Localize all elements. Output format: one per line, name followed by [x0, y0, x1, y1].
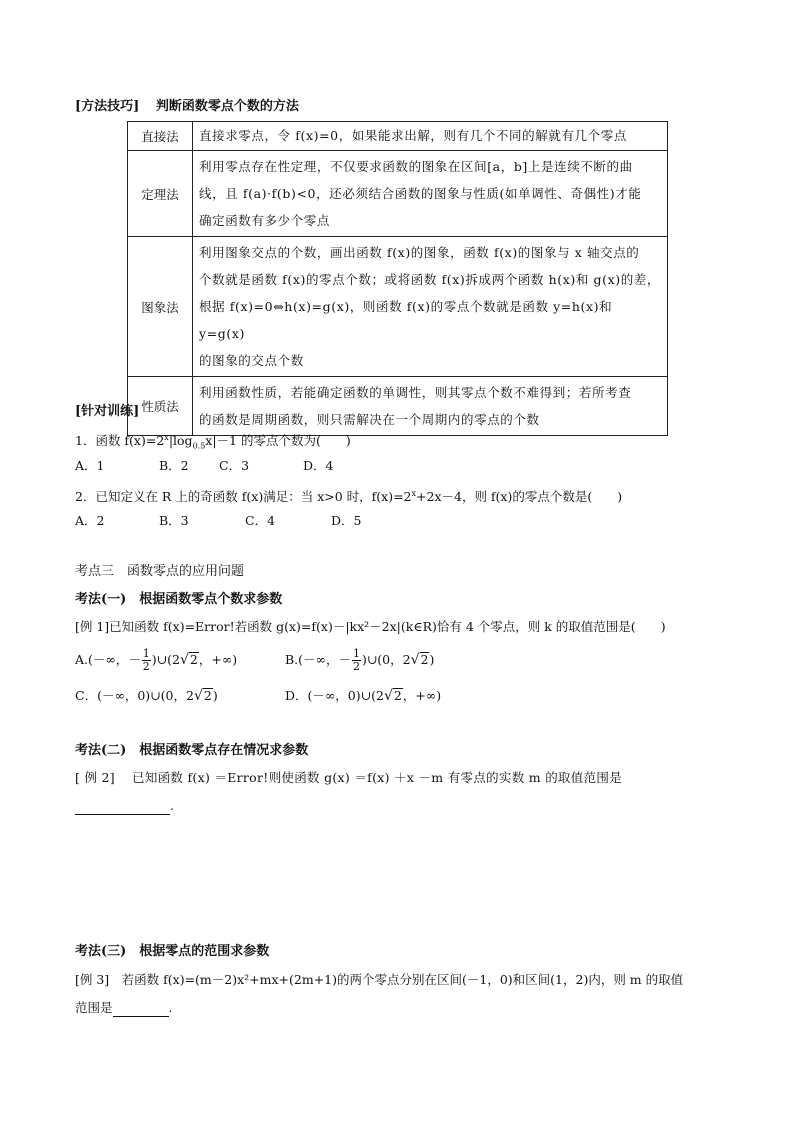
opt-text: A.(－∞，－ [75, 652, 141, 667]
method-name: 图象法 [128, 237, 193, 377]
sqrt-arg: 2 [189, 652, 198, 667]
method-desc-line: 利用零点存在性定理，不仅要求函数的图象在区间[a，b]上是连续不断的曲 [199, 159, 633, 174]
sqrt-icon: √ [193, 688, 203, 704]
method-name: 性质法 [128, 377, 193, 436]
opt-text: )∪(0，2 [361, 652, 411, 667]
q1-option-a[interactable]: A．1 [75, 458, 105, 473]
q1-options [75, 458, 333, 474]
question-2 [75, 486, 622, 505]
q1-option-b[interactable]: B．2 [159, 458, 189, 473]
opt-text: D．(－∞，0)∪(2 [285, 688, 384, 703]
method-desc-line: 线，且 f(a)·f(b)<0，还必须结合函数的图象与性质(如单调性、奇偶性)才能 [199, 186, 642, 201]
example-1: [例 1]已知函数 f(x)=Error!若函数 g(x)=f(x)－|kx²－2x|(k∈R)恰有 4 个零点，则 k 的取值范围是( ) [75, 619, 666, 634]
frac-den: 2 [352, 660, 360, 673]
opt-text: )∪(2 [151, 652, 180, 667]
method-name: 直接法 [128, 122, 193, 151]
method-name: 定理法 [128, 151, 193, 237]
example-1-options-row1 [75, 645, 434, 675]
method-heading [75, 99, 299, 115]
q2-option-b[interactable]: B．3 [159, 513, 189, 528]
ex1-option-d[interactable] [285, 688, 441, 704]
method-desc-line: 的图象的交点个数 [199, 353, 304, 368]
table-row [128, 377, 668, 436]
frac-den: 2 [142, 660, 150, 673]
method-desc [193, 237, 668, 377]
q2-suffix: +2x－4，则 f(x)的零点个数是( ) [416, 489, 623, 505]
method-desc-line: 根据 f(x)=0⇔h(x)=g(x)，则函数 f(x)的零点个数就是函数 y=h(x)和 y=g(x) [199, 299, 613, 341]
opt-text: ，+∞) [198, 652, 238, 667]
method1-heading: 考法(一) 根据函数零点个数求参数 [75, 592, 283, 607]
ex3-line2-text: 范围是 [75, 1000, 113, 1015]
method-desc-line: 直接求零点，令 f(x)=0，如果能求出解，则有几个不同的解就有几个零点 [199, 128, 627, 143]
section-title: 考点三 函数零点的应用问题 [75, 564, 245, 579]
fraction [142, 648, 151, 673]
example-2: [ 例 2] 已知函数 f(x) ＝Error!则使函数 g(x) ＝f(x) ＋x －m 有零点的实数 m 的取值范围是 [75, 770, 623, 785]
method-desc-line: 利用图象交点的个数，画出函数 f(x)的图象，函数 f(x)的图象与 x 轴交点的 [199, 245, 640, 260]
frac-num: 1 [142, 647, 150, 660]
method2-heading: 考法(二) 根据函数零点存在情况求参数 [75, 743, 309, 758]
q1-prefix: 1．函数 f(x)=2 [75, 433, 165, 449]
answer-tail: . [168, 1000, 173, 1015]
q2-text: 2．已知定义在 R 上的奇函数 f(x)满足：当 x>0 时，f(x)=2 [75, 489, 412, 505]
method-tag: [方法技巧] [75, 99, 140, 114]
method3-heading: 考法(三) 根据零点的范围求参数 [75, 944, 270, 959]
q1-sub: 0.5 [192, 441, 206, 451]
opt-text: C．(－∞，0)∪(0，2 [75, 688, 194, 703]
ex1-option-c[interactable] [75, 688, 285, 704]
opt-text: ，+∞) [402, 688, 442, 703]
q2-option-c[interactable]: C．4 [245, 513, 276, 528]
method-desc-line: 的函数是周期函数，则只需解决在一个周期内的零点的个数 [199, 412, 540, 427]
ex1-option-b[interactable] [285, 645, 434, 675]
q2-options [75, 513, 361, 529]
example-2-answer [75, 798, 174, 815]
table-row [128, 151, 668, 237]
answer-blank[interactable] [75, 798, 170, 815]
frac-num: 1 [352, 647, 360, 660]
example-3: [例 3] 若函数 f(x)=(m－2)x²+mx+(2m+1)的两个零点分别在区间(－1，0)和区间(1，2)内，则 m 的取值 [75, 972, 684, 987]
methods-table [127, 121, 668, 436]
q1-option-c[interactable]: C．3 [219, 458, 250, 473]
method-desc [193, 122, 668, 151]
method-desc [193, 151, 668, 237]
sqrt-icon: √ [383, 688, 393, 704]
sqrt-arg: 2 [203, 688, 212, 703]
training-heading: [针对训练] [75, 404, 140, 419]
method-desc-line: 确定函数有多少个零点 [199, 213, 331, 228]
q1-suffix: x|－1 的零点个数为( ) [205, 433, 351, 449]
table-row [128, 237, 668, 377]
q2-option-d[interactable]: D．5 [331, 513, 362, 528]
answer-tail: . [170, 798, 174, 813]
q1-sup: x [164, 433, 169, 442]
question-1 [75, 430, 351, 455]
method-desc-line: 利用函数性质，若能确定函数的单调性，则其零点个数不难得到；若所考查 [199, 385, 632, 400]
sqrt-icon: √ [179, 652, 189, 668]
sqrt-icon: √ [410, 652, 420, 668]
table-row [128, 122, 668, 151]
opt-text: B.(－∞，－ [285, 652, 351, 667]
example-3-line2 [75, 1000, 173, 1017]
answer-blank[interactable] [113, 1000, 169, 1017]
example-1-options-row2 [75, 688, 441, 704]
method-desc-line: 个数就是函数 f(x)的零点个数；或将函数 f(x)拆成两个函数 h(x)和 g(x)的差， [199, 272, 661, 287]
method-title: 判断函数零点个数的方法 [155, 99, 299, 114]
q2-sup: x [411, 489, 417, 498]
q1-mid: |log [168, 433, 193, 449]
method-desc [193, 377, 668, 436]
q2-option-a[interactable]: A．2 [75, 513, 105, 528]
opt-text: ) [212, 688, 218, 703]
sqrt-arg: 2 [420, 652, 429, 667]
fraction [352, 648, 361, 673]
q1-option-d[interactable]: D．4 [303, 458, 334, 473]
sqrt-arg: 2 [393, 688, 402, 703]
opt-text: ) [429, 652, 435, 667]
ex1-option-a[interactable] [75, 645, 285, 675]
